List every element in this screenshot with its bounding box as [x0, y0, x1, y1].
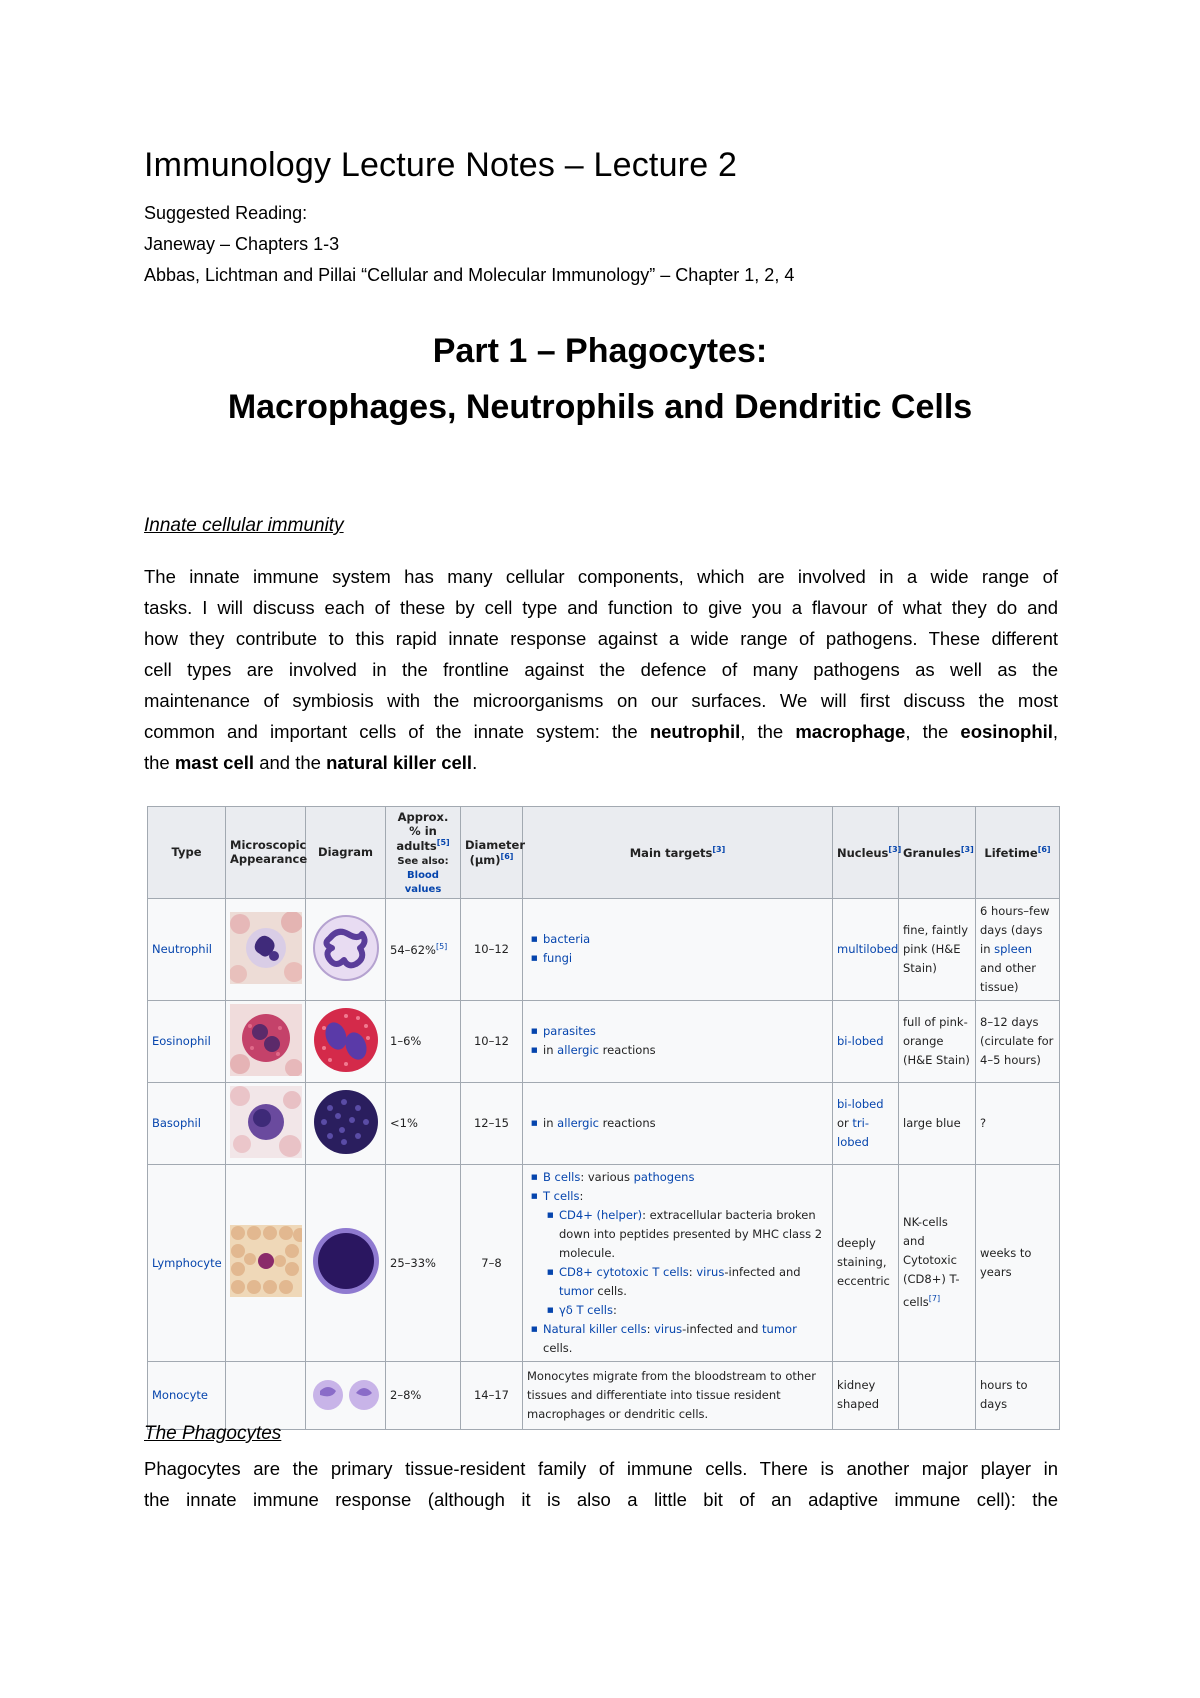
- target-cd8-item: [559, 1263, 828, 1301]
- part-title: Part 1 – Phagocytes:: [432, 332, 768, 370]
- eosinophil-diagram-image: [310, 1004, 382, 1076]
- header-granules-label: Granules: [903, 845, 961, 860]
- granules-text: NK-cells and Cytotoxic (CD8+) T-cells: [903, 1215, 960, 1310]
- ref[interactable]: [7]: [928, 1294, 941, 1304]
- header-approx-label: Approx. % in adults: [396, 810, 449, 853]
- eosinophil-approx: 1–6%: [386, 1000, 461, 1082]
- paragraph-text: and the: [259, 752, 321, 773]
- paragraph-line: how they contribute to this rapid innate response against a wide range of pathogens. These different: [144, 628, 1058, 649]
- lifetime-text: 6 hours–few days: [980, 903, 1050, 937]
- ref[interactable]: [6]: [1037, 845, 1051, 854]
- section-heading-innate: Innate cellular immunity: [144, 515, 344, 536]
- target-allergic-item: [543, 1114, 828, 1133]
- target-text: : various: [580, 1169, 630, 1184]
- monocyte-diagram-image: [310, 1377, 382, 1413]
- type-link-lymphocyte[interactable]: Lymphocyte: [152, 1255, 222, 1270]
- header-diameter: [461, 807, 523, 899]
- table-row: [148, 1000, 1060, 1082]
- target-fungi-link[interactable]: ■ fungi: [543, 949, 828, 968]
- reading-label: Suggested Reading:: [144, 203, 308, 223]
- monocyte-granules: [899, 1361, 976, 1429]
- neutrophil-lifetime: [976, 898, 1060, 1000]
- target-text: cells.: [597, 1283, 627, 1298]
- blood-values-link[interactable]: Blood values: [404, 869, 442, 895]
- cd4-link[interactable]: CD4+ (helper): [559, 1207, 643, 1222]
- header-diameter-label: Diameter (μm): [465, 838, 525, 867]
- section-heading-phagocytes: The Phagocytes: [144, 1423, 282, 1444]
- document-title: Immunology Lecture Notes – Lecture 2: [144, 146, 738, 184]
- type-link-monocyte[interactable]: Monocyte: [152, 1388, 208, 1403]
- paragraph-text: the: [757, 721, 784, 742]
- paragraph-phagocytes: [144, 1453, 1058, 1515]
- target-cd4-item: [559, 1206, 828, 1263]
- target-text: :: [646, 1321, 651, 1336]
- t-cells-sublist: [543, 1206, 828, 1320]
- target-parasites-link[interactable]: ■ parasites: [543, 1022, 828, 1041]
- header-lifetime-label: Lifetime: [984, 845, 1038, 860]
- target-text: :: [579, 1188, 584, 1203]
- cd8-link[interactable]: CD8+ cytotoxic T cells: [559, 1264, 689, 1279]
- header-micro: Microscopic Appearance: [226, 807, 306, 899]
- target-t-cells-item: [543, 1187, 828, 1320]
- paragraph-text: common and important cells of the innate system: the: [144, 721, 638, 742]
- basophil-targets: [527, 1114, 828, 1133]
- neutrophil-diagram-image: [310, 912, 382, 984]
- paragraph-line: common and important cells of the innate system: the neutrophil, the macrophage, the eosinophil,: [144, 721, 1058, 742]
- basophil-diameter: 12–15: [461, 1082, 523, 1164]
- paragraph-text: the: [922, 721, 949, 742]
- basophil-micrograph-image: [230, 1086, 302, 1158]
- table-row: [148, 898, 1060, 1000]
- target-text: in: [543, 1043, 554, 1058]
- tumor-link[interactable]: tumor: [559, 1283, 594, 1298]
- paragraph-innate: [144, 561, 1058, 778]
- basophil-diagram-image: [310, 1086, 382, 1158]
- tumor-link[interactable]: tumor: [762, 1321, 797, 1336]
- lifetime-text: (days in: [980, 922, 1043, 956]
- monocyte-nucleus: kidney shaped: [833, 1361, 899, 1429]
- target-gd-item: [559, 1301, 828, 1320]
- nk-cells-link[interactable]: Natural killer cells: [543, 1321, 647, 1336]
- pathogens-link[interactable]: pathogens: [633, 1169, 695, 1184]
- basophil-lifetime: ?: [976, 1082, 1060, 1164]
- table-row: [148, 1164, 1060, 1361]
- neutrophil-diameter: 10–12: [461, 898, 523, 1000]
- lymphocyte-targets: [527, 1168, 828, 1358]
- target-bacteria-link[interactable]: ■ bacteria: [543, 930, 828, 949]
- monocyte-diameter: 14–17: [461, 1361, 523, 1429]
- paragraph-line: cell types are involved in the frontline against the defence of many pathogens as well as the: [144, 659, 1058, 680]
- type-link-neutrophil[interactable]: Neutrophil: [152, 942, 212, 957]
- paragraph-line: maintenance of symbiosis with the microorganisms on our surfaces. We will first discuss the most: [144, 690, 1058, 711]
- lifetime-text: and other tissue): [980, 960, 1036, 994]
- neutrophil-micrograph-image: [230, 912, 302, 984]
- nucleus-trilobed-link[interactable]: tri-lobed: [837, 1115, 870, 1149]
- header-granules: [899, 807, 976, 899]
- b-cells-link[interactable]: B cells: [543, 1169, 581, 1184]
- white-blood-cell-table: [147, 806, 1060, 1430]
- type-link-basophil[interactable]: Basophil: [152, 1116, 201, 1131]
- paragraph-line: the innate immune response (although it is also a little bit of an adaptive immune cell): the: [144, 1489, 1058, 1510]
- reading-item-abbas: Abbas, Lichtman and Pillai “Cellular and Molecular Immunology” – Chapter 1, 2, 4: [144, 265, 795, 285]
- lymphocyte-lifetime: weeks to years: [976, 1164, 1060, 1361]
- target-text: reactions: [602, 1043, 656, 1058]
- target-nk-item: [543, 1320, 828, 1358]
- header-nucleus: [833, 807, 902, 899]
- virus-link[interactable]: virus: [654, 1321, 683, 1336]
- bold-macrophage: macrophage: [795, 721, 906, 742]
- lymphocyte-diameter: 7–8: [461, 1164, 523, 1361]
- monocyte-lifetime: hours to days: [976, 1361, 1060, 1429]
- bold-eosinophil: eosinophil: [960, 721, 1053, 742]
- ref[interactable]: [5]: [436, 838, 450, 847]
- neutrophil-targets: [527, 930, 828, 968]
- part-subtitle: Macrophages, Neutrophils and Dendritic Cells: [227, 388, 973, 426]
- monocyte-targets: Monocytes migrate from the bloodstream to other tissues and differentiate into tissue resident macrophages or dendritic cells.: [523, 1361, 833, 1429]
- lymphocyte-diagram-image: [310, 1225, 382, 1297]
- header-lifetime: [976, 807, 1060, 899]
- paragraph-line: The innate immune system has many cellular components, which are involved in a wide range of: [144, 566, 1058, 587]
- basophil-nucleus: [833, 1082, 899, 1164]
- lymphocyte-approx: 25–33%: [386, 1164, 461, 1361]
- header-approx: [386, 807, 461, 899]
- target-text: reactions: [602, 1115, 656, 1130]
- header-type: Type: [148, 807, 226, 899]
- target-text: :: [688, 1264, 693, 1279]
- t-cells-link[interactable]: T cells: [543, 1188, 580, 1203]
- bold-mast-cell: mast cell: [174, 752, 255, 773]
- allergic-link[interactable]: allergic: [557, 1115, 599, 1130]
- bold-neutrophil: neutrophil: [649, 721, 741, 742]
- reading-item-janeway: Janeway – Chapters 1-3: [144, 234, 340, 254]
- ref[interactable]: [6]: [500, 852, 514, 861]
- ref[interactable]: [5]: [435, 941, 448, 951]
- lymphocyte-micrograph-image: [230, 1225, 302, 1297]
- table-header-row: [148, 807, 1060, 899]
- target-text: -infected and: [682, 1321, 759, 1336]
- target-allergic-item: [543, 1041, 828, 1060]
- basophil-approx: <1%: [386, 1082, 461, 1164]
- nucleus-or: or: [837, 1115, 849, 1130]
- type-link-eosinophil[interactable]: Eosinophil: [152, 1034, 211, 1049]
- see-also-label: See also:: [397, 855, 449, 867]
- eosinophil-diameter: 10–12: [461, 1000, 523, 1082]
- eosinophil-targets: [527, 1022, 828, 1060]
- eosinophil-lifetime: 8–12 days (circulate for 4–5 hours): [976, 1000, 1060, 1082]
- target-text: -infected and: [724, 1264, 801, 1279]
- monocyte-approx: 2–8%: [386, 1361, 461, 1429]
- table-row: [148, 1082, 1060, 1164]
- header-targets: [523, 807, 833, 899]
- bold-nk-cell: natural killer cell: [326, 752, 473, 773]
- nucleus-bilobed-link[interactable]: bi-lobed: [837, 1034, 884, 1049]
- paragraph-line: tasks. I will discuss each of these by cell type and function to give you a flavour of what they do and: [144, 597, 1058, 618]
- nucleus-multilobed-link[interactable]: multilobed: [837, 942, 899, 957]
- ref[interactable]: [3]: [712, 845, 726, 854]
- lymphocyte-granules: [899, 1164, 976, 1361]
- eosinophil-micrograph-image: [230, 1004, 302, 1076]
- basophil-granules: large blue: [899, 1082, 976, 1164]
- target-text: in: [543, 1115, 554, 1130]
- header-diagram: Diagram: [306, 807, 386, 899]
- target-b-cells-item: [543, 1168, 828, 1187]
- virus-link[interactable]: virus: [696, 1264, 725, 1279]
- ref[interactable]: [3]: [888, 845, 902, 854]
- table-row: [148, 1361, 1060, 1429]
- gd-t-cells-link[interactable]: γδ T cells: [559, 1302, 613, 1317]
- paragraph-line: the mast cell and the natural killer cell.: [144, 752, 478, 773]
- paragraph-line: Phagocytes are the primary tissue-resident family of immune cells. There is another major player in: [144, 1458, 1058, 1479]
- lymphocyte-nucleus: deeply staining, eccentric: [833, 1164, 899, 1361]
- neutrophil-granules: fine, faintly pink (H&E Stain): [899, 898, 976, 1000]
- nucleus-bilobed-link[interactable]: bi-lobed: [837, 1096, 884, 1111]
- ref[interactable]: [3]: [960, 845, 974, 854]
- header-nucleus-label: Nucleus: [837, 845, 889, 860]
- allergic-link[interactable]: allergic: [557, 1043, 599, 1058]
- spleen-link[interactable]: spleen: [994, 941, 1033, 956]
- header-targets-label: Main targets: [629, 845, 713, 860]
- neutrophil-approx: 54–62%: [390, 942, 436, 957]
- target-text: :: [612, 1302, 617, 1317]
- paragraph-text: the: [144, 752, 170, 773]
- target-text: cells.: [543, 1340, 573, 1355]
- target-text: : extracellular bacteria broken down into peptides presented by MHC class 2 molecule.: [559, 1207, 823, 1260]
- eosinophil-granules: full of pink-orange (H&E Stain): [899, 1000, 976, 1082]
